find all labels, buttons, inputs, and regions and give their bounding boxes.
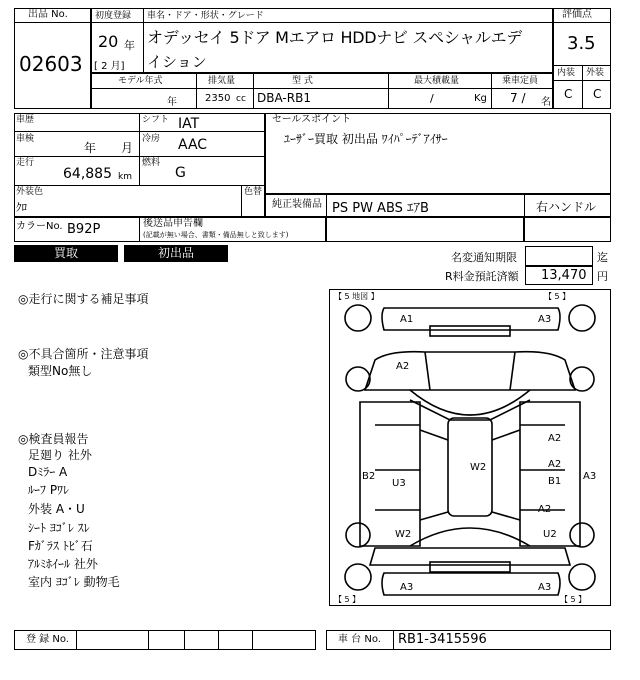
first-reg-month: [ 2 月] [94, 61, 125, 72]
inspector-item: ｱﾙﾐﾎｲｰﾙ 社外 [28, 557, 98, 571]
cooling-label: 冷房 [142, 134, 161, 144]
car-name-line2: イション [147, 53, 207, 71]
reg-no-label: 登 録 No. [26, 634, 69, 645]
inspector-item: ｼｰﾄ ﾖｺﾞﾚ ｽﾚ [28, 521, 90, 535]
diagram-corner-bl: 【 5 】 [334, 595, 361, 604]
equipment-label: 純正装備品 [272, 199, 322, 210]
score-value: 3.5 [567, 33, 596, 54]
name-change-box [525, 246, 593, 266]
tag-first-listing: 初出品 [124, 245, 228, 262]
chassis-label: 車 台 No. [338, 634, 381, 645]
sales-point-text: ﾕｰｻﾞｰ買取 初出品 ﾜｲﾊﾟｰﾃﾞｱｲｻｰ [284, 132, 448, 146]
inspection-year-unit: 年 [84, 141, 97, 155]
shift-value: IAT [178, 116, 200, 132]
exterior-grade: C [593, 87, 602, 101]
inspector-item: ﾙｰﾌ Pﾜﾚ [28, 483, 70, 497]
displacement-unit: cc [236, 94, 246, 104]
first-reg-year: 20 [98, 32, 119, 51]
inspector-header: ◎検査員報告 [18, 432, 89, 446]
diagram-corner-tr: 【 5 】 [544, 292, 571, 301]
first-reg-label: 初度登録 [95, 11, 132, 21]
mileage-label: 走行 [16, 158, 35, 168]
driving-notes-header: ◎走行に関する補足事項 [18, 292, 149, 306]
defects-header: ◎不具合箇所・注意事項 [18, 347, 149, 361]
damage-mark: A1 [400, 314, 414, 325]
damage-mark: A2 [538, 504, 552, 515]
score-label: 評価点 [562, 9, 592, 20]
damage-mark: A3 [400, 582, 414, 593]
damage-mark: W2 [470, 462, 487, 473]
docs-label: 後送品申告欄 [143, 218, 203, 229]
max-load-sep: / [430, 92, 434, 105]
capacity-unit: 名 [541, 97, 551, 108]
chassis-value: RB1-3415596 [398, 632, 487, 647]
inspector-item: 室内 ﾖｺﾞﾚ 動物毛 [28, 575, 120, 589]
shift-label: シフト [142, 115, 170, 125]
inspector-item: 外装 A・U [28, 502, 85, 516]
car-outline [330, 290, 610, 605]
color-no-value: B92P [67, 222, 101, 237]
blank-block [326, 217, 524, 242]
listing-no: 02603 [19, 52, 83, 76]
recycle-label: R料金預託済額 [445, 270, 519, 283]
damage-mark: A3 [538, 582, 552, 593]
docs-note: (記載が無い場合、書類・備品無しと致します) [143, 231, 289, 239]
damage-mark: A3 [583, 471, 597, 482]
steering-value: 右ハンドル [536, 200, 597, 214]
inspection-month-unit: 月 [121, 141, 134, 155]
mileage-value: 64,885 [63, 166, 112, 182]
inspector-item: 足廻り 社外 [28, 448, 92, 462]
name-change-label: 名変通知期限 [451, 251, 517, 264]
interior-label: 内装 [557, 68, 576, 78]
inspector-item: Fｶﾞﾗｽ ﾄﾋﾞ石 [28, 539, 93, 553]
exterior-label: 外装 [586, 68, 605, 78]
displacement-label: 排気量 [208, 76, 236, 86]
damage-mark: U2 [543, 529, 557, 540]
damage-mark: W2 [395, 529, 412, 540]
ext-color-label: 外装色 [16, 187, 44, 197]
history-label: 車歴 [16, 115, 35, 125]
damage-mark: U3 [392, 478, 406, 489]
tag-purchase: 買取 [14, 245, 118, 262]
damage-mark: A2 [548, 433, 562, 444]
equipment-value: PS PW ABS ｴｱB [332, 201, 429, 216]
model-year-unit: 年 [167, 97, 177, 108]
damage-mark: B2 [362, 471, 376, 482]
blank-block-2 [524, 217, 611, 242]
recycle-unit: 円 [597, 270, 608, 283]
damage-mark: A2 [548, 459, 562, 470]
diagram-corner-br: 【 5 】 [560, 595, 587, 604]
color-change-label: 色替 [244, 187, 263, 197]
displacement-value: 2350 [205, 93, 231, 104]
defects-item: 類型No無し [28, 364, 93, 378]
damage-mark: A2 [396, 361, 410, 372]
car-name-label: 車名・ドア・形状・グレード [147, 11, 264, 21]
inspector-item: Dﾐﾗｰ A [28, 465, 68, 479]
mileage-unit: km [118, 172, 132, 182]
fuel-label: 燃料 [142, 158, 161, 168]
max-load-unit: Kg [474, 93, 487, 104]
name-change-unit: 迄 [597, 251, 608, 264]
fuel-value: G [175, 165, 186, 181]
inspection-label: 車検 [16, 134, 35, 144]
type-label: 型 式 [292, 76, 313, 86]
type-value: DBA-RB1 [257, 91, 311, 105]
car-diagram [329, 289, 611, 606]
model-year-label: モデル年式 [118, 76, 163, 86]
interior-grade: C [564, 87, 573, 101]
car-name-line1: オデッセイ 5ドア Mエアロ HDDナビ スペシャルエデ [147, 28, 523, 47]
first-reg-year-unit: 年 [124, 39, 135, 52]
sales-point-label: セールスポイント [272, 114, 352, 125]
capacity-value: 7 / [510, 91, 526, 105]
max-load-label: 最大積載量 [414, 76, 460, 86]
cooling-value: AAC [178, 137, 208, 153]
ext-color-value: ｸﾛ [16, 201, 27, 214]
color-no-label: カラーNo. [16, 221, 63, 232]
capacity-label: 乗車定員 [502, 76, 539, 86]
diagram-corner-tl: 【 5 地図 】 [334, 292, 379, 301]
sales-point-block [265, 113, 611, 194]
listing-no-label: 出品 No. [28, 9, 68, 20]
damage-mark: A3 [538, 314, 552, 325]
recycle-amount: 13,470 [541, 268, 587, 283]
damage-mark: B1 [548, 476, 562, 487]
